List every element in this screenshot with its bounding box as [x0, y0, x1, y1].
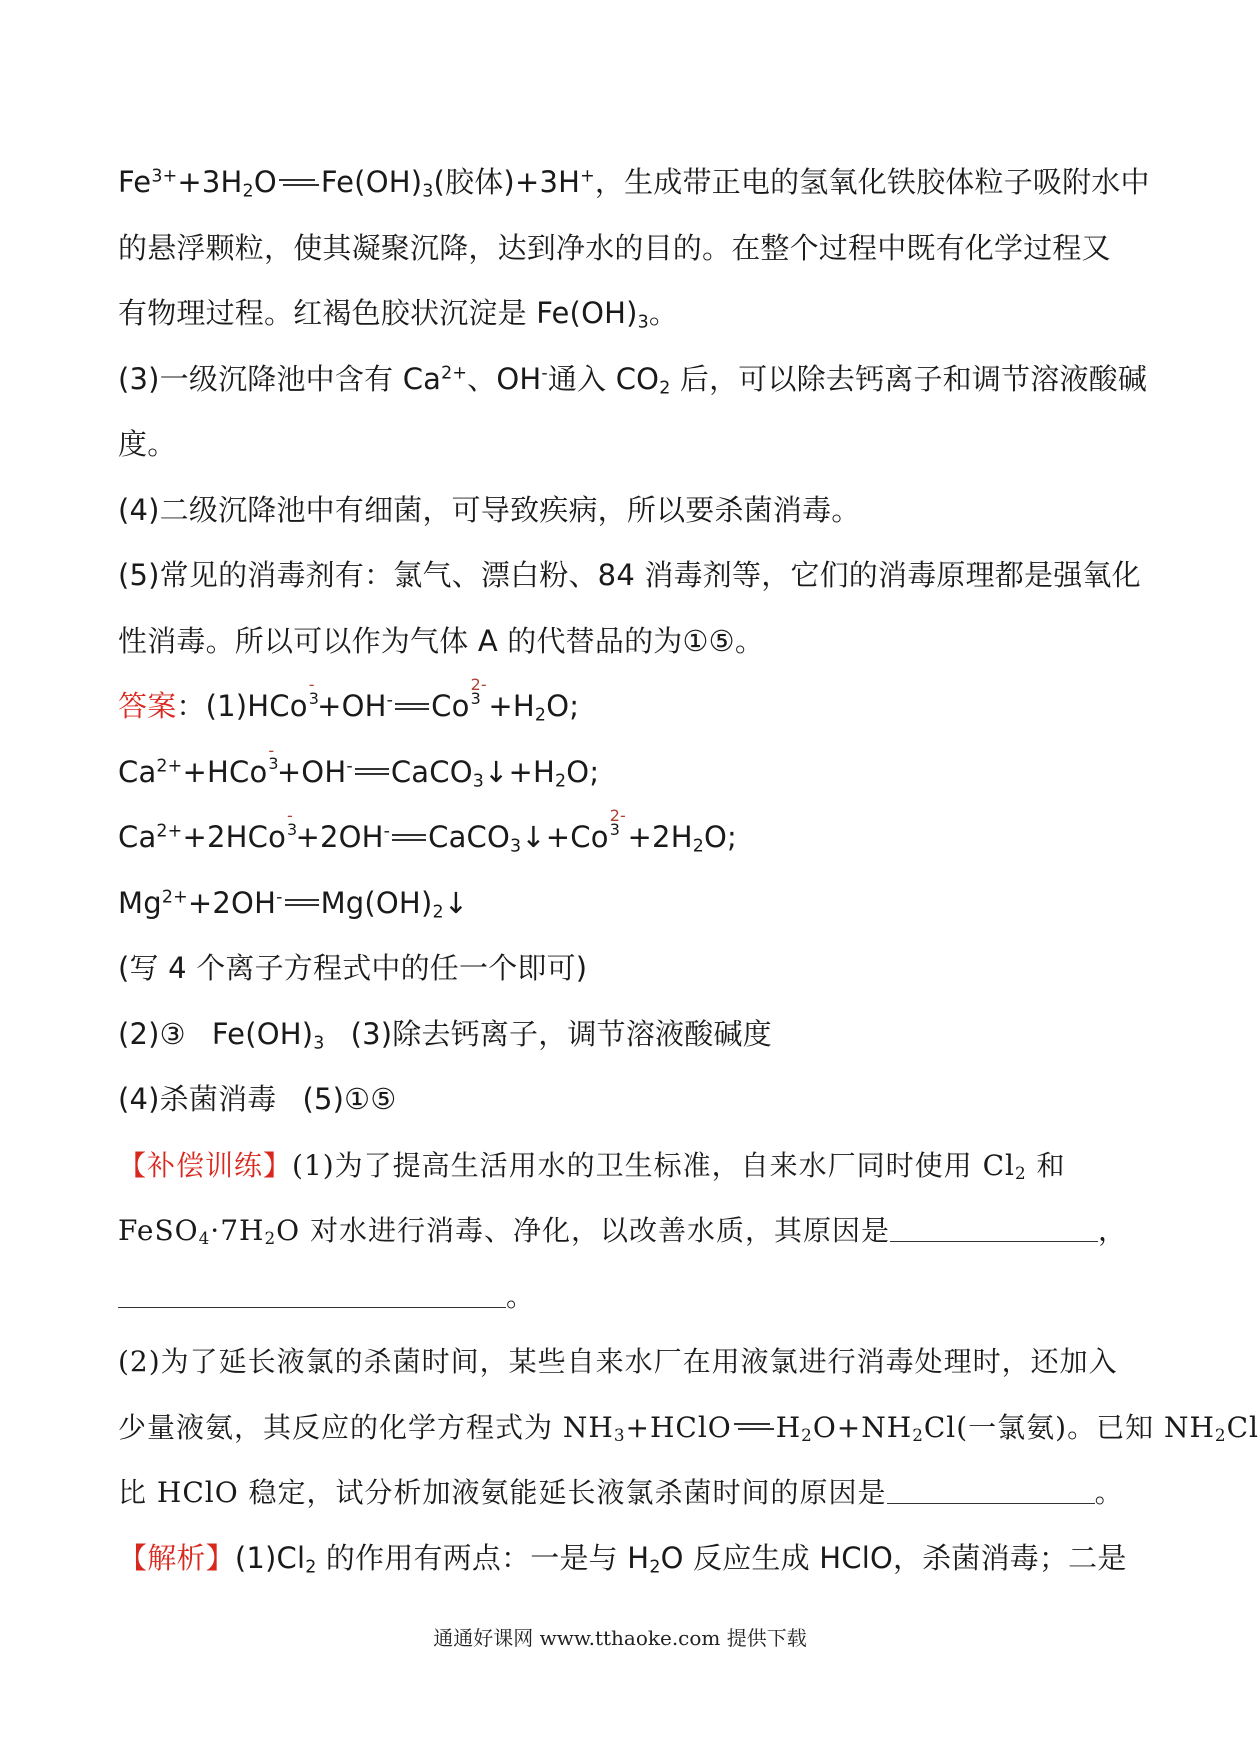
explanation-line-1: $Fe^{3+}+3H_2O$ $Fe(OH)_3$(胶体)+3H+，生成带正电的氢氧化铁胶体粒子吸附水中 [118, 165, 1150, 202]
carbonate-ion: o 2- 3 [590, 806, 626, 854]
reversible-arrow-icon [734, 1421, 774, 1433]
carbonate-ion: o - 3 [289, 675, 320, 723]
answer-blank[interactable] [887, 1475, 1095, 1504]
answer-label: 答案 [118, 689, 177, 723]
answer-line-1: 答案：(1)HCo - 3 +OH- Co 2- 3 $+H_2O$; [118, 674, 1128, 740]
carbonate-ion: o 2- 3 [451, 675, 487, 723]
explanation-line-2: 的悬浮颗粒，使其凝聚沉降，达到净水的目的。在整个过程中既有化学过程又 [118, 230, 1111, 265]
practice-line-1: 【补偿训练】(1)为了提高生活用水的卫生标准，自来水厂同时使用 $Cl_2$ 和 [118, 1148, 1066, 1183]
practice-line-5: 少量液氨，其反应的化学方程式为 $NH_3+HClO$ $H_2O+NH_2Cl$(一氯氨)。已知 $NH_2Cl$ [118, 1410, 1259, 1445]
analysis-label: 【解析】 [118, 1540, 235, 1575]
answer-blank[interactable] [890, 1213, 1098, 1242]
practice-label: 【补偿训练】 [118, 1148, 293, 1182]
document-body [118, 150, 1259, 1591]
reversible-arrow-icon [279, 177, 319, 189]
equals-sign-icon [395, 702, 429, 712]
carbonate-ion: o - 3 [249, 740, 279, 789]
practice-line-6: 比 HClO 稳定，试分析加液氨能延长液氯杀菌时间的原因是 。 [118, 1476, 1124, 1509]
answer-line-5: (写 4 个离子方程式中的任一个即可) [118, 951, 588, 985]
answer-line-7: (4)杀菌消毒 (5)①⑤ [118, 1082, 397, 1116]
answer-line-4: $Mg^{2+}+2OH^-$ $Mg(OH)_2↓$ [118, 885, 469, 922]
explanation-line-5: 度。 [118, 427, 177, 461]
analysis-line-1: 【解析】$(1)Cl_2$ 的作用有两点：一是与 $H_2O$ 反应生成 HClO，杀菌消毒；二是 [118, 1540, 1127, 1577]
practice-line-2: $FeSO_4\cdot 7H_2O$ 对水进行消毒、净化，以改善水质，其原因是 ， [118, 1214, 1127, 1249]
answer-line-3: $Ca^{2+}+2HCo$ - 3 +2OH- CaCO$_3$↓+Co 2- 3 $+2H_2O$; [118, 805, 1128, 871]
answer-blank[interactable] [118, 1279, 506, 1308]
equals-sign-icon [285, 898, 319, 908]
answer-line-6: (2)③ $Fe(OH)_3$ (3)除去钙离子，调节溶液酸碱度 [118, 1016, 772, 1053]
answer-line-2: $Ca^{2+}+HCo$ - 3 +OH- $CaCO_3↓+H_2O$; [118, 740, 1128, 806]
carbonate-ion: o - 3 [268, 806, 298, 854]
explanation-line-8: 性消毒。所以可以作为气体 A 的代替品的为①⑤。 [118, 623, 765, 658]
explanation-line-4: (3)一级沉降池中含有 $Ca^{2+}$、OH-通入 $CO_2$ 后，可以除去钙离子和调节溶液酸碱 [118, 361, 1148, 398]
equals-sign-icon [355, 767, 389, 777]
explanation-line-6: (4)二级沉降池中有细菌，可导致疾病，所以要杀菌消毒。 [118, 492, 861, 527]
explanation-line-3: 有物理过程。红褐色胶状沉淀是 $Fe(OH)_3$。 [118, 296, 679, 333]
explanation-line-7: (5)常见的消毒剂有：氯气、漂白粉、84 消毒剂等，它们的消毒原理都是强氧化 [118, 558, 1141, 592]
practice-line-4: (2)为了延长液氯的杀菌时间，某些自来水厂在用液氯进行消毒处理时，还加入 [118, 1345, 1118, 1378]
equals-sign-icon [392, 833, 426, 843]
practice-line-3: 。 [118, 1264, 1128, 1330]
page-footer: 通通好课网 www.tthaoke.com 提供下载 [433, 1626, 807, 1650]
